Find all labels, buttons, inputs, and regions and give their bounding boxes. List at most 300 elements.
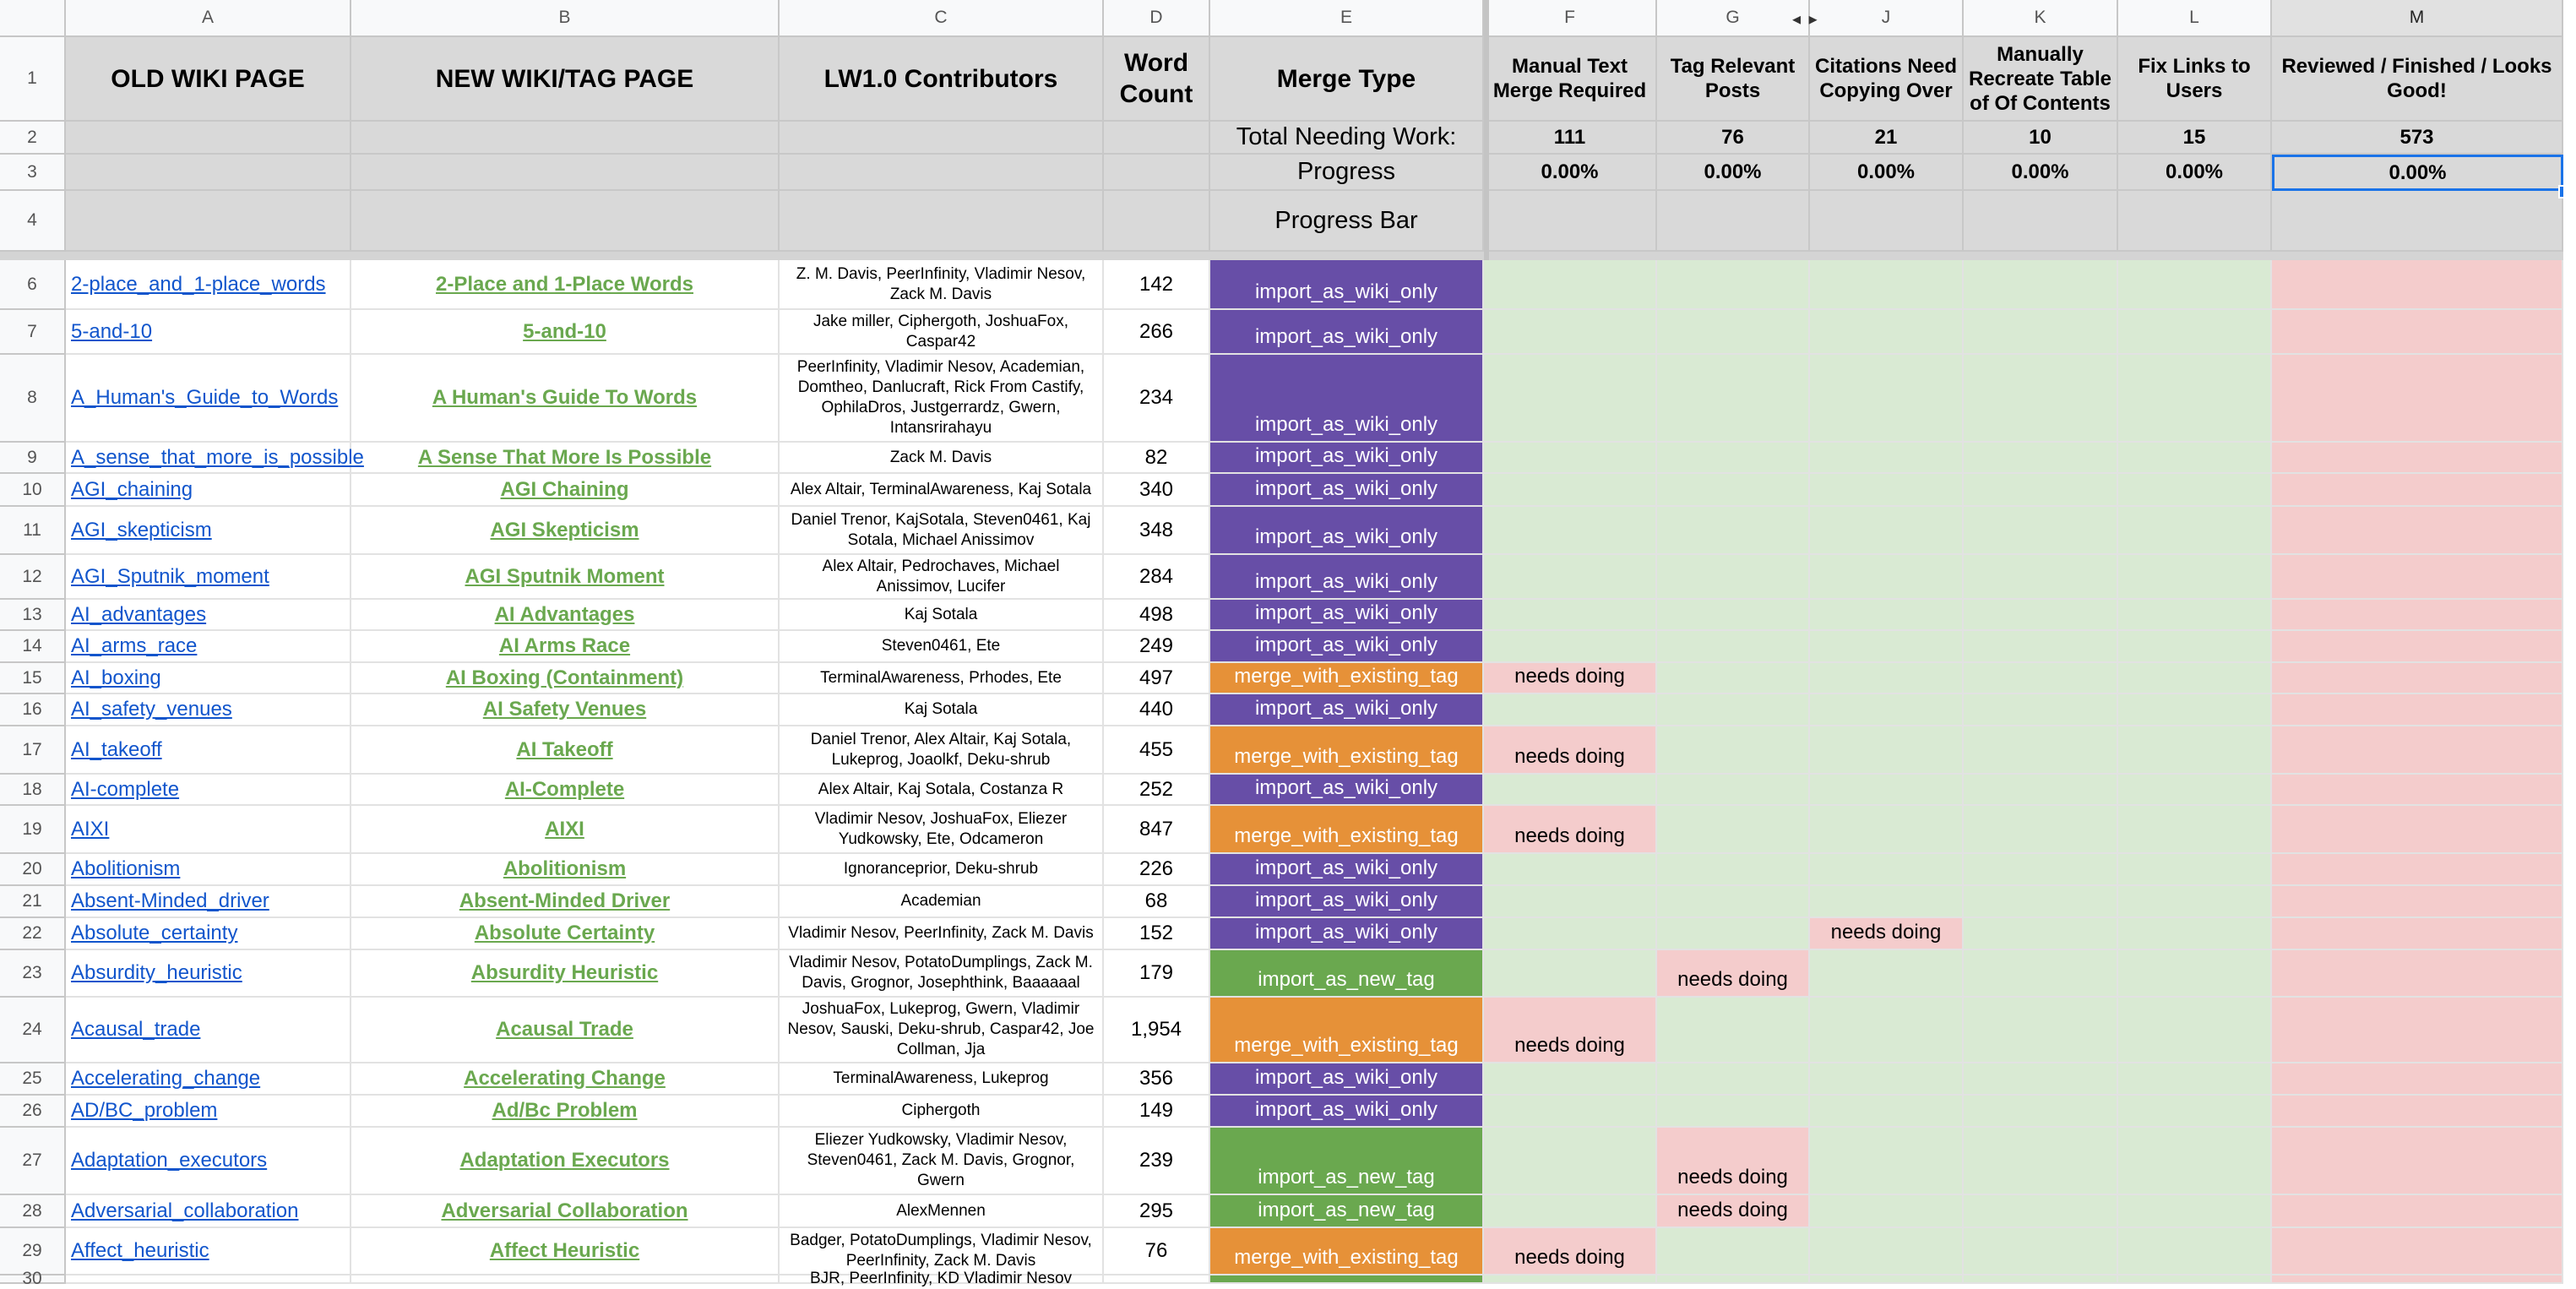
status-cell-g[interactable] [1657, 854, 1810, 886]
merge-type-cell[interactable] [1210, 260, 1484, 310]
new-wiki-link[interactable] [351, 355, 780, 443]
status-cell-f[interactable] [1484, 507, 1657, 555]
merge-type-cell-text: import_as_wiki_only [1254, 444, 1438, 467]
new-wiki-link[interactable] [351, 950, 780, 998]
header-l-4 [2118, 191, 2272, 252]
new-wiki-link[interactable] [351, 1128, 780, 1195]
status-cell-l[interactable] [2118, 474, 2272, 507]
new-wiki-link[interactable] [351, 507, 780, 555]
row-header-16[interactable] [0, 694, 66, 726]
column-header-j[interactable] [1810, 0, 1964, 37]
status-cell-k[interactable] [1964, 854, 2118, 886]
new-wiki-link[interactable] [351, 726, 780, 775]
reviewed-cell[interactable] [2272, 1275, 2563, 1284]
status-cell-l[interactable] [2118, 886, 2272, 918]
reviewed-cell[interactable] [2272, 1228, 2563, 1275]
column-header-k[interactable] [1964, 0, 2118, 37]
status-cell-k[interactable] [1964, 886, 2118, 918]
status-cell-j[interactable] [1810, 443, 1964, 474]
header-f-2-text: 111 [1553, 125, 1586, 149]
column-header-f[interactable] [1484, 0, 1657, 37]
status-cell-f[interactable] [1484, 854, 1657, 886]
status-cell-j[interactable] [1810, 555, 1964, 600]
reviewed-cell[interactable] [2272, 600, 2563, 631]
status-cell-k[interactable] [1964, 474, 2118, 507]
old-wiki-link[interactable] [66, 507, 351, 555]
selected-cell-m3[interactable] [2272, 155, 2563, 191]
row-header-1[interactable]: 1 [0, 37, 66, 122]
row-header-8[interactable] [0, 355, 66, 443]
header-a-4 [66, 191, 351, 252]
status-cell-j[interactable] [1810, 260, 1964, 310]
status-cell-l[interactable] [2118, 775, 2272, 806]
new-wiki-link-text: AGI Skepticism [490, 518, 639, 541]
status-cell-j[interactable] [1810, 918, 1964, 950]
status-cell-j[interactable] [1810, 310, 1964, 355]
status-cell-l[interactable] [2118, 310, 2272, 355]
reviewed-cell[interactable] [2272, 918, 2563, 950]
status-cell-l[interactable] [2118, 1228, 2272, 1275]
row-header-20[interactable] [0, 854, 66, 886]
new-wiki-link[interactable] [351, 260, 780, 310]
status-cell-g[interactable] [1657, 886, 1810, 918]
old-wiki-link[interactable] [66, 775, 351, 806]
status-cell-g[interactable] [1657, 775, 1810, 806]
status-cell-g[interactable] [1657, 998, 1810, 1063]
status-cell-f[interactable] [1484, 1063, 1657, 1096]
old-wiki-link[interactable] [66, 694, 351, 726]
status-cell-j[interactable] [1810, 1195, 1964, 1228]
status-cell-g[interactable] [1657, 443, 1810, 474]
reviewed-cell[interactable] [2272, 443, 2563, 474]
row-header-22[interactable] [0, 918, 66, 950]
new-wiki-link[interactable] [351, 555, 780, 600]
row-header-23[interactable] [0, 950, 66, 998]
status-cell-f[interactable] [1484, 443, 1657, 474]
old-wiki-link-text: AD/BC_problem [71, 1099, 218, 1122]
status-cell-k[interactable] [1964, 555, 2118, 600]
status-cell-j[interactable] [1810, 998, 1964, 1063]
old-wiki-link[interactable] [66, 631, 351, 663]
status-cell-g[interactable] [1657, 260, 1810, 310]
contributors-cell-text: Daniel Trenor, KajSotala, Steven0461, Kaj Sotala, Michael Anissimov [791, 510, 1091, 549]
new-wiki-link[interactable] [351, 1096, 780, 1128]
status-cell-g[interactable] [1657, 950, 1810, 998]
status-cell-g[interactable] [1657, 1228, 1810, 1275]
status-cell-f[interactable] [1484, 775, 1657, 806]
merge-type-cell[interactable] [1210, 694, 1484, 726]
status-cell-k[interactable] [1964, 1195, 2118, 1228]
status-cell-g[interactable] [1657, 310, 1810, 355]
status-cell-g[interactable] [1657, 631, 1810, 663]
new-wiki-link[interactable] [351, 775, 780, 806]
status-cell-f[interactable] [1484, 1228, 1657, 1275]
old-wiki-link[interactable] [66, 1063, 351, 1096]
status-cell-l[interactable] [2118, 1096, 2272, 1128]
column-header-a[interactable] [66, 0, 351, 37]
old-wiki-link[interactable] [66, 1275, 351, 1284]
row-header-30[interactable] [0, 1269, 66, 1288]
status-cell-f[interactable] [1484, 474, 1657, 507]
old-wiki-link[interactable] [66, 950, 351, 998]
status-cell-k[interactable] [1964, 806, 2118, 854]
new-wiki-link[interactable] [351, 631, 780, 663]
new-wiki-link[interactable] [351, 1228, 780, 1275]
status-cell-j[interactable] [1810, 507, 1964, 555]
reviewed-cell[interactable] [2272, 474, 2563, 507]
row-header-4[interactable]: 4 [0, 191, 66, 252]
merge-type-cell[interactable] [1210, 443, 1484, 474]
status-cell-l[interactable] [2118, 918, 2272, 950]
status-cell-j[interactable] [1810, 631, 1964, 663]
status-cell-f[interactable] [1484, 260, 1657, 310]
status-cell-j[interactable] [1810, 726, 1964, 775]
merge-type-cell[interactable] [1210, 1128, 1484, 1195]
status-cell-l[interactable] [2118, 806, 2272, 854]
reviewed-cell[interactable] [2272, 694, 2563, 726]
status-cell-f[interactable] [1484, 663, 1657, 694]
new-wiki-link-text: AI Boxing (Containment) [445, 666, 684, 689]
column-header-e[interactable] [1210, 0, 1484, 37]
status-cell-g[interactable] [1657, 1063, 1810, 1096]
old-wiki-link[interactable] [66, 663, 351, 694]
status-cell-k[interactable] [1964, 507, 2118, 555]
status-cell-k[interactable] [1964, 694, 2118, 726]
status-cell-k[interactable] [1964, 600, 2118, 631]
status-cell-j[interactable] [1810, 775, 1964, 806]
status-cell-j[interactable] [1810, 1128, 1964, 1195]
status-cell-k[interactable] [1964, 726, 2118, 775]
status-cell-g[interactable] [1657, 663, 1810, 694]
old-wiki-link[interactable] [66, 854, 351, 886]
status-cell-j[interactable] [1810, 600, 1964, 631]
old-wiki-link-text: AI-complete [71, 777, 180, 801]
status-cell-j[interactable] [1810, 663, 1964, 694]
expand-hidden-columns-icon[interactable]: ◂ ▸ [1792, 10, 1819, 29]
merge-type-cell[interactable] [1210, 726, 1484, 775]
row-header-24[interactable] [0, 998, 66, 1063]
status-cell-j[interactable] [1810, 355, 1964, 443]
status-cell-f[interactable] [1484, 918, 1657, 950]
old-wiki-link[interactable] [66, 310, 351, 355]
header-f-1 [1484, 37, 1657, 122]
row-header-12[interactable] [0, 555, 66, 600]
status-cell-j[interactable] [1810, 474, 1964, 507]
contributors-cell-text: Steven0461, Ete [881, 637, 1001, 655]
new-wiki-link[interactable] [351, 310, 780, 355]
row-header-28[interactable] [0, 1195, 66, 1228]
old-wiki-link[interactable] [66, 1128, 351, 1195]
status-cell-f-text: needs doing [1514, 745, 1625, 768]
status-cell-l[interactable] [2118, 443, 2272, 474]
merge-type-cell[interactable] [1210, 998, 1484, 1063]
old-wiki-link-text: Absurdity_heuristic [71, 961, 242, 984]
status-cell-f[interactable] [1484, 1096, 1657, 1128]
old-wiki-link[interactable] [66, 918, 351, 950]
row-header-21[interactable] [0, 886, 66, 918]
row-header-14[interactable] [0, 631, 66, 663]
status-cell-k[interactable] [1964, 663, 2118, 694]
old-wiki-link[interactable] [66, 726, 351, 775]
merge-type-cell[interactable] [1210, 555, 1484, 600]
status-cell-l[interactable] [2118, 1128, 2272, 1195]
reviewed-cell[interactable] [2272, 726, 2563, 775]
status-cell-l[interactable] [2118, 600, 2272, 631]
status-cell-g[interactable] [1657, 1275, 1810, 1284]
status-cell-f[interactable] [1484, 310, 1657, 355]
status-cell-f[interactable] [1484, 1195, 1657, 1228]
header-k-3 [1964, 155, 2118, 191]
status-cell-k[interactable] [1964, 631, 2118, 663]
frozen-columns-divider[interactable] [1484, 0, 1489, 260]
new-wiki-link[interactable] [351, 918, 780, 950]
merge-type-cell[interactable] [1210, 507, 1484, 555]
merge-type-cell[interactable] [1210, 631, 1484, 663]
new-wiki-link-text: AIXI [545, 817, 584, 840]
status-cell-k[interactable] [1964, 443, 2118, 474]
row-header-27[interactable] [0, 1128, 66, 1195]
status-cell-f[interactable] [1484, 886, 1657, 918]
old-wiki-link[interactable] [66, 998, 351, 1063]
old-wiki-link[interactable] [66, 260, 351, 310]
status-cell-k[interactable] [1964, 310, 2118, 355]
status-cell-g[interactable] [1657, 806, 1810, 854]
status-cell-k[interactable] [1964, 1275, 2118, 1284]
old-wiki-link[interactable] [66, 355, 351, 443]
status-cell-l[interactable] [2118, 998, 2272, 1063]
status-cell-l[interactable] [2118, 555, 2272, 600]
status-cell-k[interactable] [1964, 775, 2118, 806]
status-cell-f[interactable] [1484, 806, 1657, 854]
old-wiki-link[interactable] [66, 1195, 351, 1228]
merge-type-cell[interactable] [1210, 1275, 1484, 1284]
status-cell-f[interactable] [1484, 355, 1657, 443]
row-header-2[interactable]: 2 [0, 122, 66, 155]
old-wiki-link[interactable] [66, 600, 351, 631]
row-header-6[interactable] [0, 260, 66, 310]
row-header-3[interactable]: 3 [0, 155, 66, 191]
status-cell-k[interactable] [1964, 950, 2118, 998]
column-header-c[interactable] [780, 0, 1104, 37]
status-cell-g[interactable] [1657, 1195, 1810, 1228]
reviewed-cell[interactable] [2272, 806, 2563, 854]
new-wiki-link[interactable] [351, 1275, 780, 1284]
frozen-rows-divider[interactable] [0, 252, 2576, 260]
old-wiki-link[interactable] [66, 1228, 351, 1275]
status-cell-g[interactable] [1657, 1128, 1810, 1195]
new-wiki-link[interactable] [351, 806, 780, 854]
status-cell-j[interactable] [1810, 854, 1964, 886]
status-cell-j[interactable] [1810, 1228, 1964, 1275]
row-header-18[interactable] [0, 775, 66, 806]
status-cell-g[interactable] [1657, 474, 1810, 507]
status-cell-f[interactable] [1484, 694, 1657, 726]
status-cell-f[interactable] [1484, 998, 1657, 1063]
new-wiki-link[interactable] [351, 474, 780, 507]
new-wiki-link[interactable] [351, 663, 780, 694]
word-count-cell [1104, 600, 1210, 631]
old-wiki-link[interactable] [66, 1096, 351, 1128]
status-cell-f[interactable] [1484, 631, 1657, 663]
new-wiki-link-text: A Human's Guide To Words [432, 386, 698, 409]
reviewed-cell[interactable] [2272, 1096, 2563, 1128]
status-cell-l[interactable] [2118, 355, 2272, 443]
select-all-corner[interactable] [0, 0, 66, 37]
status-cell-f[interactable] [1484, 600, 1657, 631]
status-cell-g[interactable] [1657, 1096, 1810, 1128]
row-header-15[interactable] [0, 663, 66, 694]
reviewed-cell[interactable] [2272, 1195, 2563, 1228]
status-cell-j[interactable] [1810, 950, 1964, 998]
status-cell-l[interactable] [2118, 1063, 2272, 1096]
status-cell-g[interactable] [1657, 600, 1810, 631]
merge-type-cell[interactable] [1210, 950, 1484, 998]
new-wiki-link[interactable] [351, 600, 780, 631]
row-header-9[interactable] [0, 443, 66, 474]
merge-type-cell[interactable] [1210, 806, 1484, 854]
reviewed-cell[interactable] [2272, 854, 2563, 886]
reviewed-cell[interactable] [2272, 886, 2563, 918]
status-cell-f[interactable] [1484, 555, 1657, 600]
status-cell-g[interactable] [1657, 355, 1810, 443]
status-cell-k[interactable] [1964, 1228, 2118, 1275]
merge-type-cell[interactable] [1210, 310, 1484, 355]
column-header-m[interactable] [2272, 0, 2563, 37]
contributors-cell-text: Eliezer Yudkowsky, Vladimir Nesov, Steven0461, Zack M. Davis, Grognor, Gwern [807, 1131, 1075, 1189]
status-cell-k[interactable] [1964, 1128, 2118, 1195]
new-wiki-link-text: AGI Sputnik Moment [465, 564, 665, 588]
row-header-11[interactable] [0, 507, 66, 555]
row-header-21-text: 21 [22, 891, 42, 911]
reviewed-cell[interactable] [2272, 1128, 2563, 1195]
new-wiki-link[interactable] [351, 1195, 780, 1228]
row-header-10[interactable] [0, 474, 66, 507]
status-cell-j[interactable] [1810, 694, 1964, 726]
status-cell-j[interactable] [1810, 1096, 1964, 1128]
status-cell-k[interactable] [1964, 918, 2118, 950]
new-wiki-link[interactable] [351, 1063, 780, 1096]
merge-type-cell[interactable] [1210, 355, 1484, 443]
status-cell-k[interactable] [1964, 998, 2118, 1063]
merge-type-cell[interactable] [1210, 1228, 1484, 1275]
status-cell-g[interactable] [1657, 694, 1810, 726]
reviewed-cell[interactable] [2272, 355, 2563, 443]
new-wiki-link[interactable] [351, 854, 780, 886]
status-cell-k[interactable] [1964, 355, 2118, 443]
status-cell-l[interactable] [2118, 1275, 2272, 1284]
contributors-cell [780, 507, 1104, 555]
header-f-3-text: 0.00% [1541, 160, 1599, 183]
status-cell-j[interactable] [1810, 1275, 1964, 1284]
status-cell-g[interactable] [1657, 726, 1810, 775]
status-cell-k[interactable] [1964, 1096, 2118, 1128]
row-header-25[interactable] [0, 1063, 66, 1096]
row-header-26[interactable] [0, 1096, 66, 1128]
reviewed-cell[interactable] [2272, 950, 2563, 998]
column-header-e-text: E [1340, 8, 1352, 27]
row-header-17[interactable] [0, 726, 66, 775]
header-m-4 [2272, 191, 2563, 252]
row-header-13[interactable] [0, 600, 66, 631]
header-l-2 [2118, 122, 2272, 155]
status-cell-l[interactable] [2118, 507, 2272, 555]
old-wiki-link[interactable] [66, 555, 351, 600]
column-header-g[interactable] [1657, 0, 1810, 37]
status-cell-k[interactable] [1964, 1063, 2118, 1096]
status-cell-f[interactable] [1484, 726, 1657, 775]
reviewed-cell[interactable] [2272, 310, 2563, 355]
new-wiki-link[interactable] [351, 443, 780, 474]
header-e-4-text: Progress Bar [1274, 206, 1418, 234]
merge-type-cell[interactable] [1210, 775, 1484, 806]
status-cell-g[interactable] [1657, 918, 1810, 950]
header-j-1 [1810, 37, 1964, 122]
status-cell-l[interactable] [2118, 694, 2272, 726]
status-cell-f[interactable] [1484, 1275, 1657, 1284]
old-wiki-link[interactable] [66, 474, 351, 507]
reviewed-cell[interactable] [2272, 1063, 2563, 1096]
merge-type-cell[interactable] [1210, 600, 1484, 631]
old-wiki-link[interactable] [66, 806, 351, 854]
status-cell-l[interactable] [2118, 1195, 2272, 1228]
status-cell-l[interactable] [2118, 854, 2272, 886]
status-cell-l[interactable] [2118, 950, 2272, 998]
old-wiki-link[interactable] [66, 443, 364, 474]
reviewed-cell[interactable] [2272, 555, 2563, 600]
row-header-19[interactable] [0, 806, 66, 854]
new-wiki-link[interactable] [351, 886, 780, 918]
status-cell-j[interactable] [1810, 806, 1964, 854]
old-wiki-link[interactable] [66, 886, 351, 918]
new-wiki-link[interactable] [351, 694, 780, 726]
column-header-d[interactable] [1104, 0, 1210, 37]
merge-type-cell[interactable] [1210, 663, 1484, 694]
status-cell-l[interactable] [2118, 631, 2272, 663]
merge-type-cell[interactable] [1210, 474, 1484, 507]
new-wiki-link[interactable] [351, 998, 780, 1063]
column-header-l[interactable] [2118, 0, 2272, 37]
status-cell-l[interactable] [2118, 663, 2272, 694]
status-cell-j[interactable] [1810, 1063, 1964, 1096]
reviewed-cell[interactable] [2272, 775, 2563, 806]
reviewed-cell[interactable] [2272, 998, 2563, 1063]
merge-type-cell[interactable] [1210, 918, 1484, 950]
header-c-1-text: LW1.0 Contributors [823, 64, 1058, 93]
reviewed-cell[interactable] [2272, 663, 2563, 694]
reviewed-cell[interactable] [2272, 260, 2563, 310]
status-cell-l[interactable] [2118, 726, 2272, 775]
status-cell-j[interactable] [1810, 886, 1964, 918]
status-cell-l[interactable] [2118, 260, 2272, 310]
status-cell-f[interactable] [1484, 1128, 1657, 1195]
merge-type-cell[interactable] [1210, 1063, 1484, 1096]
merge-type-cell[interactable] [1210, 1195, 1484, 1228]
merge-type-cell[interactable] [1210, 1096, 1484, 1128]
status-cell-k[interactable] [1964, 260, 2118, 310]
merge-type-cell[interactable] [1210, 854, 1484, 886]
word-count-cell [1104, 474, 1210, 507]
status-cell-g[interactable] [1657, 555, 1810, 600]
header-k-2 [1964, 122, 2118, 155]
row-header-7[interactable] [0, 310, 66, 355]
reviewed-cell[interactable] [2272, 507, 2563, 555]
merge-type-cell[interactable] [1210, 886, 1484, 918]
column-header-b[interactable] [351, 0, 780, 37]
reviewed-cell[interactable] [2272, 631, 2563, 663]
status-cell-g[interactable] [1657, 507, 1810, 555]
status-cell-f-text: needs doing [1514, 1034, 1625, 1057]
status-cell-f[interactable] [1484, 950, 1657, 998]
